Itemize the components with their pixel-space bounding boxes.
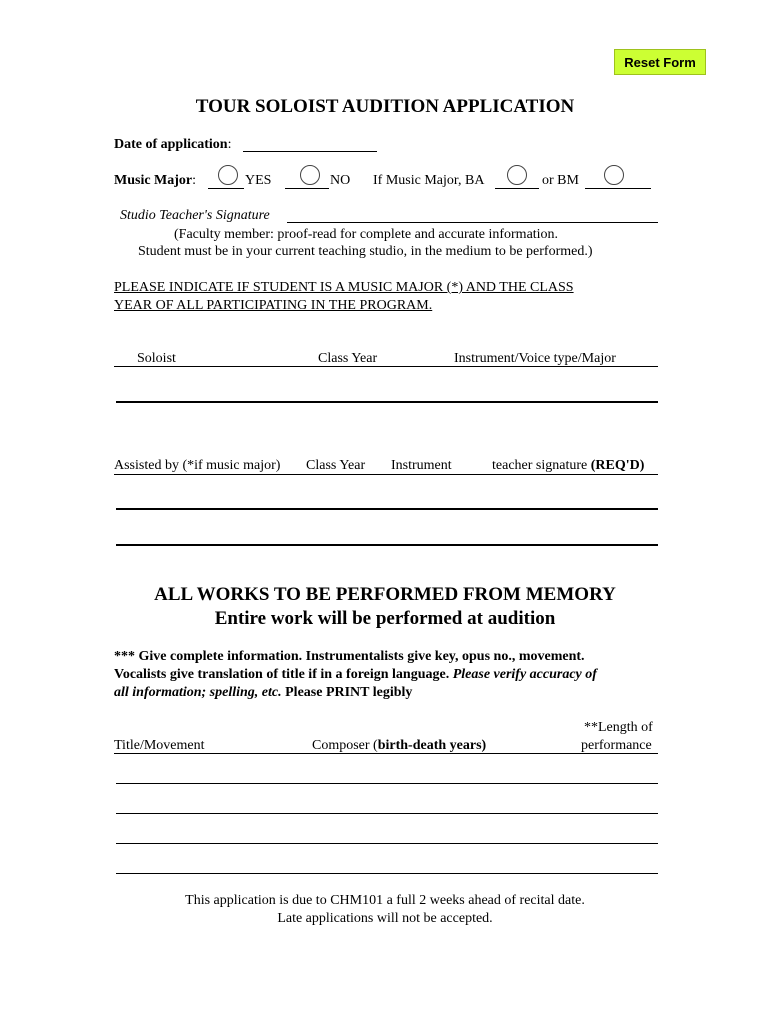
footer-line2: Late applications will not be accepted.	[277, 911, 493, 926]
length-header-line1: **Length of	[584, 720, 653, 735]
instructions-line3	[114, 685, 412, 701]
length-header-line2: performance	[581, 738, 652, 753]
or-bm-label: or BM	[542, 173, 579, 188]
teacher-signature-header: teacher signature	[492, 458, 588, 473]
assisted-entry-line-1[interactable]	[116, 508, 658, 510]
form-title: TOUR SOLOIST AUDITION APPLICATION	[195, 96, 575, 117]
title-movement-header: Title/Movement	[114, 738, 205, 753]
composer-label: Composer (	[312, 738, 378, 753]
soloist-instrument-header: Instrument/Voice type/Major	[454, 351, 616, 366]
yes-radio[interactable]	[218, 165, 238, 185]
date-label: Date of application	[114, 137, 228, 152]
reset-form-button[interactable]: Reset Form	[614, 49, 706, 75]
assisted-class-year-header: Class Year	[306, 458, 366, 473]
memory-title: ALL WORKS TO BE PERFORMED FROM MEMORY	[154, 584, 616, 605]
indicate-line2: YEAR OF ALL PARTICIPATING IN THE PROGRAM.	[114, 298, 433, 313]
soloist-entry-line[interactable]	[116, 401, 658, 403]
instructions-line3a: all information; spelling, etc.	[114, 685, 282, 700]
assisted-instrument-header: Instrument	[391, 458, 452, 473]
no-label: NO	[330, 173, 351, 188]
soloist-header: Soloist	[137, 351, 176, 366]
assisted-teacher-signature-row	[492, 458, 644, 474]
instructions-line2b: Please verify accuracy of	[452, 667, 597, 682]
assisted-by-header: Assisted by (*if music major)	[114, 458, 281, 473]
works-entry-line-1[interactable]	[116, 783, 658, 784]
ba-radio[interactable]	[507, 165, 527, 185]
footer-line1: This application is due to CHM101 a full 2 weeks ahead of recital date.	[185, 893, 585, 908]
music-major-label: Music Major	[114, 173, 193, 188]
studio-teacher-label: Studio Teacher's Signature	[120, 208, 270, 223]
bm-underline	[585, 188, 651, 189]
works-entry-line-2[interactable]	[116, 813, 658, 814]
assisted-header-line	[114, 474, 658, 475]
bm-radio[interactable]	[604, 165, 624, 185]
composer-header	[312, 738, 486, 754]
music-major-label-row	[114, 173, 196, 189]
soloist-class-year-header: Class Year	[318, 351, 378, 366]
instructions-line3b: Please PRINT legibly	[285, 685, 413, 700]
assisted-entry-line-2[interactable]	[116, 544, 658, 546]
studio-teacher-signature-field[interactable]	[287, 222, 658, 223]
works-entry-line-3[interactable]	[116, 843, 658, 844]
instructions-line1: *** Give complete information. Instrumentalists give key, opus no., movement.	[114, 649, 585, 664]
no-underline	[285, 188, 329, 189]
no-radio[interactable]	[300, 165, 320, 185]
works-entry-line-4[interactable]	[116, 873, 658, 874]
instructions-line2a: Vocalists give translation of title if in a foreign language.	[114, 667, 450, 682]
date-colon: :	[227, 137, 232, 152]
birth-death-label: birth-death years)	[377, 738, 487, 753]
entire-work-title: Entire work will be performed at audition	[214, 608, 556, 629]
music-major-colon: :	[192, 173, 197, 188]
if-music-major-label: If Music Major, BA	[373, 173, 485, 188]
works-header-line	[114, 753, 658, 754]
date-field[interactable]	[243, 151, 377, 152]
date-label-row	[114, 137, 231, 153]
faculty-note-line2: Student must be in your current teaching studio, in the medium to be performed.)	[138, 244, 593, 259]
reqd-label: (REQ'D)	[590, 458, 645, 473]
yes-label: YES	[245, 173, 272, 188]
indicate-line1: PLEASE INDICATE IF STUDENT IS A MUSIC MAJOR (*) AND THE CLASS	[114, 280, 574, 295]
faculty-note-line1: (Faculty member: proof-read for complete and accurate information.	[174, 227, 559, 242]
yes-underline	[208, 188, 244, 189]
ba-underline	[495, 188, 539, 189]
instructions-line2	[114, 667, 597, 683]
